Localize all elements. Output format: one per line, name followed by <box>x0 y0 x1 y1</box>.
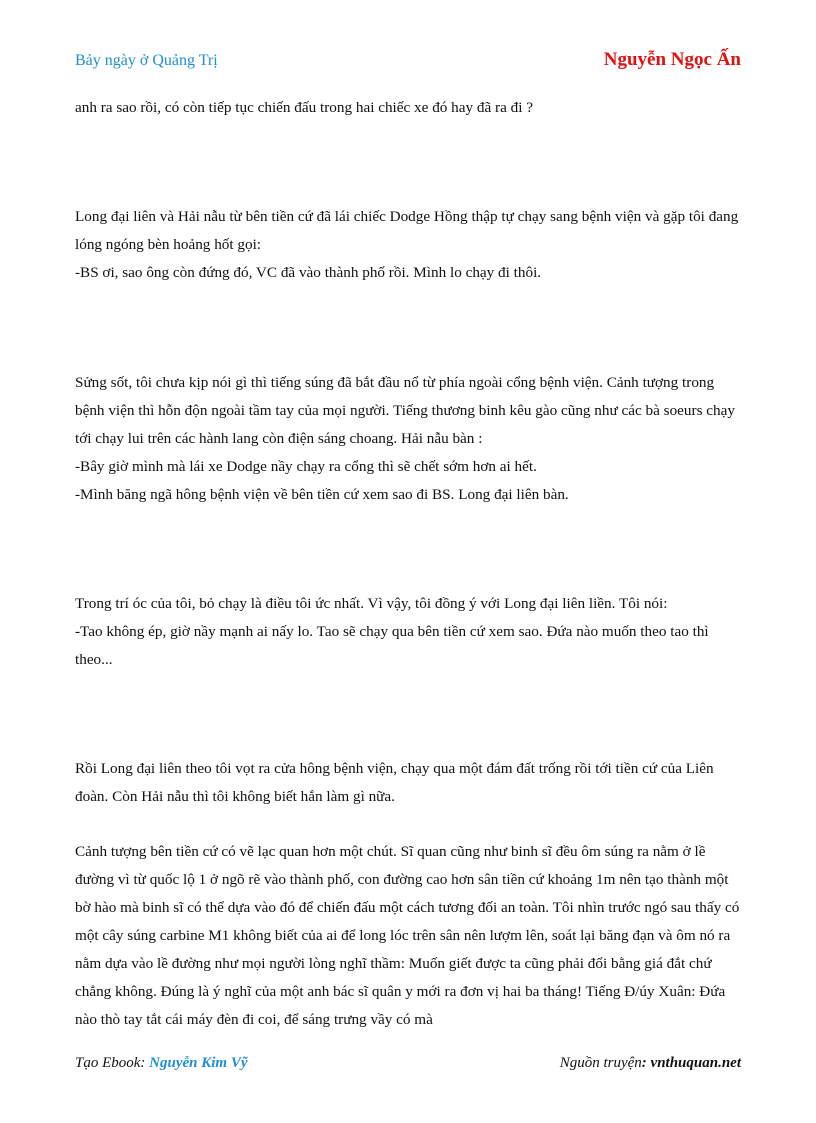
text-block <box>75 94 745 122</box>
source-credit <box>560 1055 741 1072</box>
author-name: Nguyễn Ngọc Ấn <box>603 49 741 70</box>
source-label: Nguồn truyện <box>559 1055 642 1071</box>
paragraph: anh ra sao rồi, có còn tiếp tục chiến đấu trong hai chiếc xe đó hay đã ra đi ? <box>75 99 533 116</box>
text-block <box>75 203 745 287</box>
ebook-label: Tạo Ebook <box>75 1055 141 1071</box>
text-block <box>75 590 745 674</box>
ebook-credit <box>75 1055 248 1072</box>
paragraph: -Tao không ép, giờ nầy mạnh ai nấy lo. Tao sẽ chạy qua bên tiền cứ xem sao. Đứa nào muốn theo tao thì theo... <box>75 623 709 668</box>
text-block <box>75 755 745 811</box>
paragraph: Long đại liên và Hải nẫu từ bên tiền cứ đã lái chiếc Dodge Hồng thập tự chạy sang bệnh viện và gặp tôi đang lóng ngóng bèn hoảng hốt gọi: <box>75 208 739 253</box>
ebook-creator-name: Nguyễn Kim Vỹ <box>149 1055 248 1071</box>
source-separator: : <box>641 1055 651 1071</box>
book-title: Bảy ngày ở Quảng Trị <box>75 52 218 69</box>
paragraph: Sửng sốt, tôi chưa kịp nói gì thì tiếng súng đã bắt đầu nổ từ phía ngoài cổng bệnh viện. Cảnh tượng trong bệnh viện thì hỗn độn ngoài tầm tay của mọi người. Tiếng thương binh kêu gào cũng như các bà soeurs chạy tới chạy lui trên các hành lang còn điện sáng choang. Hải nẫu bàn : <box>75 374 735 447</box>
paragraph: Cảnh tượng bên tiền cứ có vẽ lạc quan hơn một chút. Sĩ quan cũng như binh sĩ đều ôm súng ra nằm ở lề đường vì từ quốc lộ 1 ở ngõ rẽ vào thành phố, con đường cao hơn sân tiền cứ khoảng 1m nên tạo thành một bờ hào mà binh sĩ có thể dựa vào đó để chiến đấu một cách tương đối an toàn. Tôi nhìn trước ngó sau thấy có một cây súng carbine M1 không biết của ai để long lóc trên sân nên lượm lên, soát lại băng đạn và ôm nó ra nằm dựa vào lề đường như mọi người lòng nghĩ thầm: Muốn giết được ta cũng phải đổi bằng giá đắt chứ chẳng không. Đúng là ý nghĩ của một anh bác sĩ quân y mới ra đơn vị hai ba tháng! Tiếng Đ/úy Xuân: Đứa nào thò tay tắt cái máy đèn đi coi, để sáng trưng vầy có mà <box>75 843 740 1028</box>
paragraph: -BS ơi, sao ông còn đứng đó, VC đã vào thành phố rồi. Mình lo chạy đi thôi. <box>75 264 542 281</box>
paragraph: -Mình băng ngã hông bệnh viện về bên tiền cứ xem sao đi BS. Long đại liên bàn. <box>75 486 569 503</box>
text-block <box>75 838 745 1034</box>
text-block <box>75 369 745 509</box>
source-site: vnthuquan.net <box>650 1055 741 1071</box>
paragraph: Rồi Long đại liên theo tôi vọt ra cửa hông bệnh viện, chạy qua một đám đất trống rồi tới tiền cứ của Liên đoàn. Còn Hải nẫu thì tôi không biết hắn làm gì nữa. <box>75 760 714 805</box>
ebook-separator: : <box>140 1055 150 1071</box>
paragraph: -Bây giờ mình mà lái xe Dodge nầy chạy ra cổng thì sẽ chết sớm hơn ai hết. <box>75 458 537 475</box>
paragraph: Trong trí óc của tôi, bỏ chạy là điều tôi ức nhất. Vì vậy, tôi đồng ý với Long đại liên liền. Tôi nói: <box>75 595 668 612</box>
